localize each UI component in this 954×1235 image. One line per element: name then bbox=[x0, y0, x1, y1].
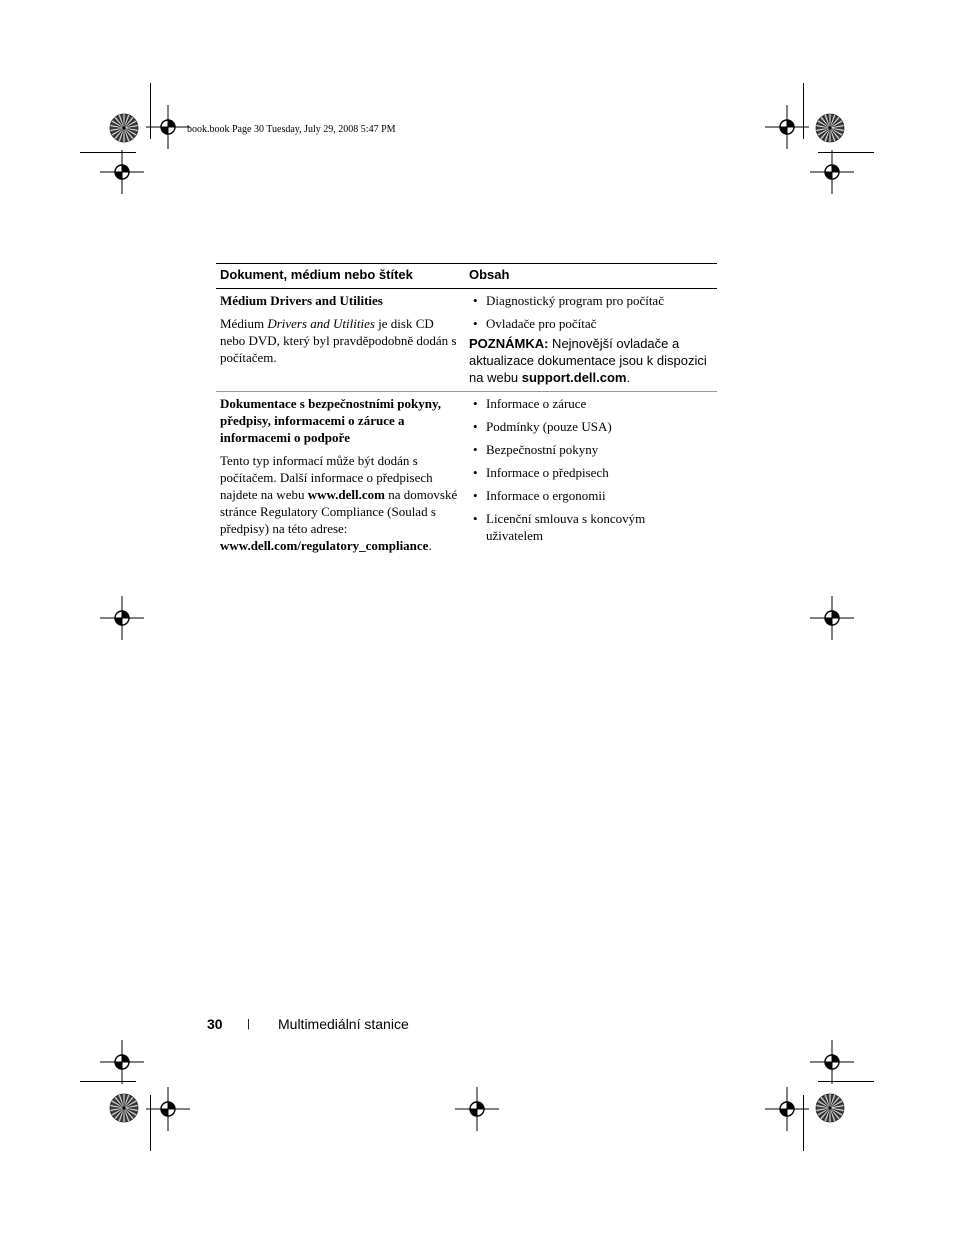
column-header-content: Obsah bbox=[469, 267, 510, 282]
registration-mark-icon bbox=[765, 105, 809, 149]
list-item: • Diagnostický program pro počítač bbox=[473, 293, 664, 308]
bullet-icon: • bbox=[473, 465, 478, 480]
bullet-icon: • bbox=[473, 316, 478, 331]
note-link: support.dell.com bbox=[521, 370, 627, 385]
registration-mark-icon bbox=[146, 105, 190, 149]
bullet-icon: • bbox=[473, 396, 478, 411]
bullet-icon: • bbox=[473, 488, 478, 503]
footer-section-title: Multimediální stanice bbox=[278, 1016, 409, 1032]
note-label: POZNÁMKA: bbox=[469, 336, 549, 351]
note: POZNÁMKA: Nejnovější ovladače a aktualizace dokumentace jsou k dispozici na webu support.dell.com. bbox=[469, 336, 707, 385]
description-text: na domovské stránce Regulatory Compliance (Soulad s předpisy) na této adrese: bbox=[220, 487, 458, 536]
list-item: • Informace o předpisech bbox=[473, 465, 609, 480]
column-header-document: Dokument, médium nebo štítek bbox=[220, 267, 413, 282]
bullet-icon: • bbox=[473, 419, 478, 434]
list-item: • Informace o záruce bbox=[473, 396, 587, 411]
list-item: • Ovladače pro počítač bbox=[473, 316, 597, 331]
bullet-icon: • bbox=[473, 293, 478, 308]
registration-mark-icon bbox=[100, 150, 144, 194]
list-item: • Bezpečnostní pokyny bbox=[473, 442, 599, 457]
description-text: Médium bbox=[220, 316, 268, 331]
rosette-mark-icon bbox=[815, 1093, 845, 1123]
header-rule bbox=[216, 288, 717, 289]
registration-mark-icon bbox=[810, 596, 854, 640]
content-list bbox=[469, 395, 669, 544]
row-divider bbox=[216, 391, 717, 392]
description-link: www.dell.com/regulatory_compliance bbox=[220, 538, 429, 553]
row-description: Tento typ informací může být dodán s počítačem. Další informace o předpisech najdete na webu www.dell.com na domovské stránce Regulatory Compliance (Soulad s předpisy) na této adrese: www.dell.com/regulatory_compliance. bbox=[220, 453, 458, 553]
row-description bbox=[220, 315, 462, 366]
table-row-1-document bbox=[220, 292, 462, 366]
description-link: www.dell.com bbox=[307, 487, 385, 502]
registration-mark-icon bbox=[765, 1087, 809, 1131]
row-title: Dokumentace s bezpečnostními pokyny, předpisy, informacemi o záruce a informacemi o podpoře bbox=[220, 396, 442, 445]
description-italic: Drivers and Utilities bbox=[267, 316, 375, 331]
bullet-icon: • bbox=[473, 442, 478, 457]
list-item: • Licenční smlouva s koncovým uživatelem bbox=[473, 511, 646, 543]
table-row-2-document bbox=[220, 395, 462, 554]
page-number: 30 bbox=[207, 1016, 223, 1032]
list-item: • Podmínky (pouze USA) bbox=[473, 419, 612, 434]
registration-mark-icon bbox=[146, 1087, 190, 1131]
table-top-rule bbox=[216, 263, 717, 264]
list-item: • Informace o ergonomii bbox=[473, 488, 606, 503]
footer-separator: | bbox=[247, 1018, 250, 1030]
registration-mark-icon bbox=[810, 150, 854, 194]
rosette-mark-icon bbox=[109, 113, 139, 143]
registration-mark-icon bbox=[100, 596, 144, 640]
content-list bbox=[469, 292, 714, 332]
registration-mark-icon bbox=[100, 1040, 144, 1084]
table-row-2-content bbox=[469, 395, 669, 550]
registration-mark-icon bbox=[455, 1087, 499, 1131]
row-title: Médium Drivers and Utilities bbox=[220, 293, 383, 308]
description-text: Tento typ informací může být dodán s počítačem. Další informace o předpisech najdete na webu bbox=[220, 453, 433, 502]
note-text: Nejnovější ovladače a aktualizace dokumentace jsou k dispozici na webu bbox=[469, 336, 707, 385]
table-row-1-content bbox=[469, 292, 714, 338]
registration-mark-icon bbox=[810, 1040, 854, 1084]
rosette-mark-icon bbox=[815, 113, 845, 143]
rosette-mark-icon bbox=[109, 1093, 139, 1123]
slug-line: book.book Page 30 Tuesday, July 29, 2008 5:47 PM bbox=[187, 124, 396, 135]
description-text: je disk CD nebo DVD, který byl pravděpodobně dodán s počítačem. bbox=[220, 316, 457, 365]
bullet-icon: • bbox=[473, 511, 478, 526]
